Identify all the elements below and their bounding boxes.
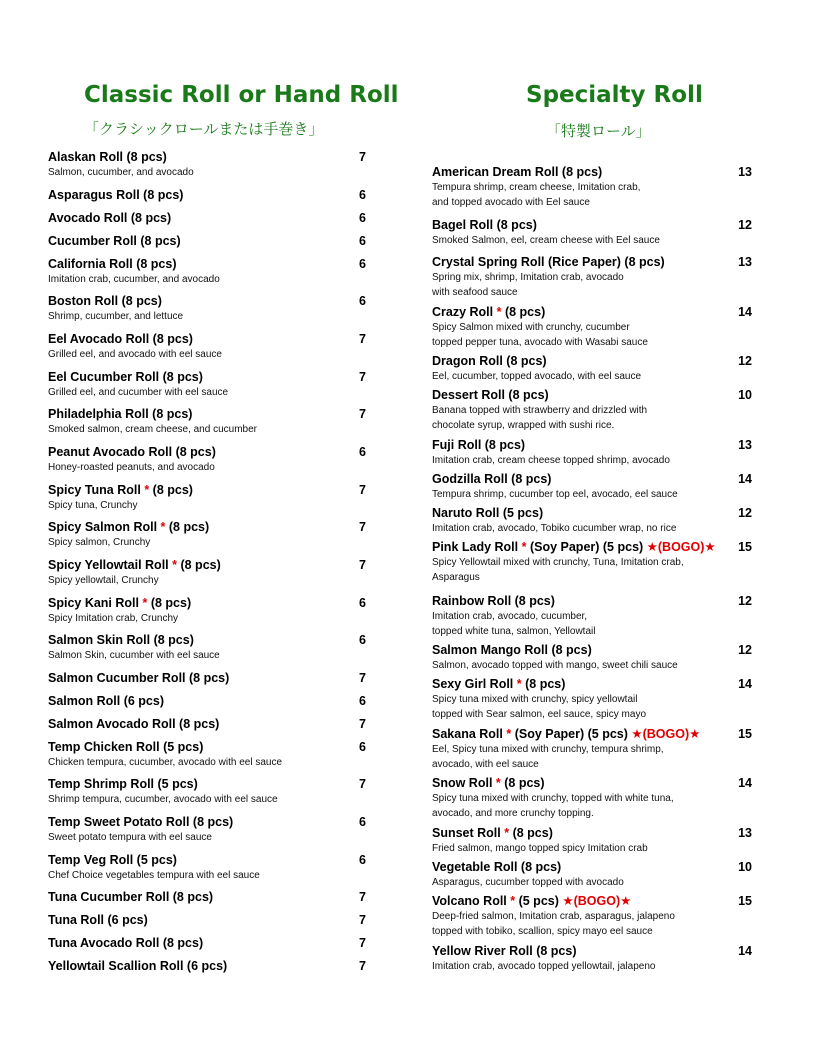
- menu-item: [432, 594, 754, 639]
- menu-item-name: [432, 540, 754, 555]
- menu-item-label: Tuna Roll (6 pcs): [48, 913, 148, 927]
- spicy-asterisk: *: [142, 596, 148, 610]
- menu-item-label: Fuji Roll (8 pcs): [432, 438, 526, 452]
- menu-item-name: [48, 188, 370, 203]
- menu-item-description: Spicy yellowtail, Crunchy: [48, 575, 159, 586]
- classic-roll-subtitle: 「クラシックロールまたは手巻き」: [84, 120, 324, 138]
- menu-item-name: [432, 944, 754, 959]
- menu-item-name: [48, 211, 370, 226]
- menu-item-name: [432, 826, 754, 841]
- menu-item-price: 6: [359, 740, 366, 754]
- menu-item-price: 15: [738, 727, 752, 741]
- menu-item-price: 13: [738, 255, 752, 269]
- menu-item: [432, 472, 754, 502]
- menu-item-name: [432, 255, 754, 270]
- menu-item-label: Alaskan Roll (8 pcs): [48, 150, 167, 164]
- menu-item-price: 6: [359, 445, 366, 459]
- menu-item-price: 6: [359, 294, 366, 308]
- menu-item-label: Rainbow Roll (8 pcs): [432, 594, 555, 608]
- menu-item: [48, 407, 370, 437]
- specialty-roll-subtitle: 「特製ロール」: [546, 122, 651, 140]
- menu-item-description: Spicy tuna, Crunchy: [48, 500, 138, 511]
- menu-item-label-suffix: (8 pcs): [509, 826, 553, 840]
- menu-item-name: [48, 671, 370, 686]
- spicy-asterisk: *: [495, 776, 501, 790]
- menu-item-description: avocado, with eel sauce: [432, 759, 539, 770]
- menu-item-description: Spicy salmon, Crunchy: [48, 537, 151, 548]
- bogo-badge: ★(BOGO)★: [562, 894, 632, 908]
- menu-item-description: Shrimp, cucumber, and lettuce: [48, 311, 184, 322]
- menu-item: [48, 671, 370, 686]
- menu-item-label: Salmon Avocado Roll (8 pcs): [48, 717, 220, 731]
- menu-item-label-suffix: (Soy Paper) (5 pcs): [526, 540, 647, 554]
- menu-item-label: Tuna Avocado Roll (8 pcs): [48, 936, 204, 950]
- menu-item-label: Avocado Roll (8 pcs): [48, 211, 172, 225]
- menu-item-label: Dragon Roll (8 pcs): [432, 354, 547, 368]
- menu-item-name: [48, 294, 370, 309]
- menu-item-name: [48, 717, 370, 732]
- menu-item-description: Fried salmon, mango topped spicy Imitation crab: [432, 843, 648, 854]
- menu-item-name: [432, 438, 754, 453]
- bogo-badge: ★(BOGO)★: [631, 727, 701, 741]
- menu-item-name: [432, 354, 754, 369]
- menu-item-label: Pink Lady Roll: [432, 540, 522, 554]
- menu-item-price: 12: [738, 643, 752, 657]
- menu-item-name: [432, 677, 754, 692]
- menu-item-name: [48, 694, 370, 709]
- menu-item-label: Salmon Mango Roll (8 pcs): [432, 643, 592, 657]
- spicy-asterisk: *: [496, 305, 502, 319]
- menu-item-label: Naruto Roll (5 pcs): [432, 506, 544, 520]
- menu-item: [48, 150, 370, 180]
- menu-item-description: Spicy Salmon mixed with crunchy, cucumber: [432, 322, 630, 333]
- menu-item-price: 7: [359, 890, 366, 904]
- menu-item-name: [48, 407, 370, 422]
- menu-item-description: Spicy Yellowtail mixed with crunchy, Tuna, Imitation crab,: [432, 557, 684, 568]
- menu-item: [48, 740, 370, 770]
- menu-item-price: 10: [738, 388, 752, 402]
- menu-item-description: Imitation crab, cucumber, and avocado: [48, 274, 220, 285]
- menu-item-label: Yellow River Roll (8 pcs): [432, 944, 577, 958]
- menu-item-label: Godzilla Roll (8 pcs): [432, 472, 552, 486]
- menu-item-name: [48, 936, 370, 951]
- menu-item: [432, 305, 754, 350]
- menu-item-label: Volcano Roll: [432, 894, 511, 908]
- menu-item-label: Eel Cucumber Roll (8 pcs): [48, 370, 203, 384]
- menu-item-price: 7: [359, 558, 366, 572]
- menu-item-price: 13: [738, 438, 752, 452]
- menu-item: [48, 520, 370, 550]
- menu-item-description: Salmon, cucumber, and avocado: [48, 167, 194, 178]
- menu-item-label: Salmon Skin Roll (8 pcs): [48, 633, 194, 647]
- menu-item-name: [48, 890, 370, 905]
- menu-item-description: Spicy Imitation crab, Crunchy: [48, 613, 179, 624]
- menu-item-description: Eel, cucumber, topped avocado, with eel sauce: [432, 371, 642, 382]
- menu-item-description: Eel, Spicy tuna mixed with crunchy, tempura shrimp,: [432, 744, 664, 755]
- menu-item-description: Chicken tempura, cucumber, avocado with eel sauce: [48, 757, 283, 768]
- menu-item-name: [432, 506, 754, 521]
- menu-item-description: Honey-roasted peanuts, and avocado: [48, 462, 215, 473]
- menu-item-description: Salmon Skin, cucumber with eel sauce: [48, 650, 220, 661]
- menu-item-description: Banana topped with strawberry and drizzled with: [432, 405, 648, 416]
- menu-item-label: Peanut Avocado Roll (8 pcs): [48, 445, 216, 459]
- menu-item-price: 14: [738, 305, 752, 319]
- menu-item-description: Grilled eel, and avocado with eel sauce: [48, 349, 222, 360]
- menu-item: [432, 860, 754, 890]
- menu-item: [432, 438, 754, 468]
- menu-item-name: [48, 959, 370, 974]
- menu-item: [48, 257, 370, 287]
- menu-item-name: [48, 332, 370, 347]
- menu-item: [48, 483, 370, 513]
- menu-item-label: Crystal Spring Roll (Rice Paper) (8 pcs): [432, 255, 665, 269]
- menu-item-label: Salmon Cucumber Roll (8 pcs): [48, 671, 230, 685]
- menu-item-label: Temp Veg Roll (5 pcs): [48, 853, 177, 867]
- spicy-asterisk: *: [516, 677, 522, 691]
- menu-item: [48, 777, 370, 807]
- menu-item-price: 6: [359, 596, 366, 610]
- menu-item-label: Snow Roll: [432, 776, 496, 790]
- menu-item-price: 14: [738, 677, 752, 691]
- menu-item-name: [432, 860, 754, 875]
- menu-item: [48, 188, 370, 203]
- menu-item-name: [48, 370, 370, 385]
- menu-item: [48, 558, 370, 588]
- menu-item-label: Boston Roll (8 pcs): [48, 294, 162, 308]
- menu-item-name: [432, 894, 754, 909]
- menu-item-price: 6: [359, 853, 366, 867]
- menu-item-description: Spring mix, shrimp, Imitation crab, avocado: [432, 272, 624, 283]
- menu-item-label: Temp Shrimp Roll (5 pcs): [48, 777, 198, 791]
- bogo-badge: ★(BOGO)★: [646, 540, 716, 554]
- menu-item-label: Spicy Yellowtail Roll: [48, 558, 173, 572]
- menu-item-price: 7: [359, 332, 366, 346]
- menu-item-price: 12: [738, 354, 752, 368]
- menu-item-label-suffix: (8 pcs): [500, 776, 545, 790]
- menu-item-label-suffix: (8 pcs): [521, 677, 566, 691]
- menu-item: [48, 815, 370, 845]
- menu-item-price: 6: [359, 188, 366, 202]
- menu-item-description: with seafood sauce: [432, 287, 518, 298]
- menu-item-name: [48, 520, 370, 535]
- menu-item-name: [48, 483, 370, 498]
- menu-item-price: 7: [359, 520, 366, 534]
- menu-item-price: 6: [359, 633, 366, 647]
- menu-item-description: Imitation crab, avocado, cucumber,: [432, 611, 588, 622]
- menu-item-label-suffix: (8 pcs): [501, 305, 546, 319]
- menu-item: [432, 677, 754, 722]
- menu-item: [48, 694, 370, 709]
- menu-item-description: Spicy tuna mixed with crunchy, topped with white tuna,: [432, 793, 674, 804]
- menu-item: [432, 540, 754, 585]
- menu-item-description: avocado, and more crunchy topping.: [432, 808, 594, 819]
- menu-item-name: [432, 305, 754, 320]
- menu-item-name: [432, 218, 754, 233]
- menu-item: [48, 234, 370, 249]
- menu-item-price: 12: [738, 506, 752, 520]
- spicy-asterisk: *: [160, 520, 166, 534]
- menu-item-name: [432, 776, 754, 791]
- menu-item: [432, 944, 754, 974]
- menu-item: [48, 445, 370, 475]
- menu-item-name: [48, 257, 370, 272]
- menu-item-name: [48, 815, 370, 830]
- menu-item-description: Chef Choice vegetables tempura with eel sauce: [48, 870, 260, 881]
- menu-item-description: Imitation crab, cream cheese topped shrimp, avocado: [432, 455, 670, 466]
- menu-item-description: Deep-fried salmon, Imitation crab, asparagus, jalapeno: [432, 911, 675, 922]
- menu-item-label: Sakana Roll: [432, 727, 507, 741]
- menu-item: [48, 596, 370, 626]
- menu-item: [432, 643, 754, 673]
- spicy-asterisk: *: [506, 727, 512, 741]
- menu-item-description: Grilled eel, and cucumber with eel sauce: [48, 387, 229, 398]
- menu-item-name: [48, 445, 370, 460]
- menu-item-description: Smoked Salmon, eel, cream cheese with Eel sauce: [432, 235, 660, 246]
- menu-item-description: Smoked salmon, cream cheese, and cucumber: [48, 424, 257, 435]
- menu-item-label: Sexy Girl Roll: [432, 677, 517, 691]
- menu-item-price: 15: [738, 894, 752, 908]
- menu-item-price: 13: [738, 165, 752, 179]
- menu-item: [432, 894, 754, 939]
- menu-item-price: 14: [738, 472, 752, 486]
- menu-item: [48, 211, 370, 226]
- menu-item-name: [432, 165, 754, 180]
- menu-item-label: Bagel Roll (8 pcs): [432, 218, 537, 232]
- menu-item-label: Spicy Kani Roll: [48, 596, 143, 610]
- menu-item-price: 7: [359, 483, 366, 497]
- menu-item-name: [48, 596, 370, 611]
- menu-item-description: Shrimp tempura, cucumber, avocado with eel sauce: [48, 794, 278, 805]
- menu-item-name: [432, 472, 754, 487]
- menu-item-price: 13: [738, 826, 752, 840]
- menu-item: [432, 218, 754, 248]
- menu-item-label: Yellowtail Scallion Roll (6 pcs): [48, 959, 228, 973]
- menu-item-label-suffix: (8 pcs): [177, 558, 221, 572]
- menu-item-description: topped with Sear salmon, eel sauce, spicy mayo: [432, 709, 646, 720]
- menu-item-label-suffix: (8 pcs): [149, 483, 193, 497]
- spicy-asterisk: *: [510, 894, 516, 908]
- menu-item-label: Spicy Salmon Roll: [48, 520, 161, 534]
- menu-item: [48, 890, 370, 905]
- menu-item-name: [432, 388, 754, 403]
- menu-item-name: [432, 594, 754, 609]
- menu-item-price: 12: [738, 218, 752, 232]
- menu-item-name: [48, 558, 370, 573]
- spicy-asterisk: *: [144, 483, 150, 497]
- menu-item-description: Asparagus, cucumber topped with avocado: [432, 877, 624, 888]
- menu-item-label: Salmon Roll (6 pcs): [48, 694, 164, 708]
- menu-item: [48, 717, 370, 732]
- menu-item-name: [48, 150, 370, 165]
- menu-item-price: 7: [359, 671, 366, 685]
- menu-item-name: [432, 727, 754, 742]
- menu-item-label: California Roll (8 pcs): [48, 257, 177, 271]
- menu-item-label: Asparagus Roll (8 pcs): [48, 188, 184, 202]
- menu-item: [432, 354, 754, 384]
- menu-item-name: [48, 234, 370, 249]
- menu-item-label: Temp Chicken Roll (5 pcs): [48, 740, 204, 754]
- menu-item: [48, 294, 370, 324]
- menu-item: [432, 506, 754, 536]
- menu-item-description: Sweet potato tempura with eel sauce: [48, 832, 212, 843]
- menu-item-price: 15: [738, 540, 752, 554]
- spicy-asterisk: *: [521, 540, 527, 554]
- menu-item-price: 7: [359, 150, 366, 164]
- menu-item: [48, 633, 370, 663]
- menu-item-description: Tempura shrimp, cucumber top eel, avocado, eel sauce: [432, 489, 678, 500]
- menu-item-label: Tuna Cucumber Roll (8 pcs): [48, 890, 214, 904]
- menu-item: [432, 776, 754, 821]
- menu-item-description: topped with tobiko, scallion, spicy mayo eel sauce: [432, 926, 653, 937]
- menu-item: [48, 370, 370, 400]
- menu-item-label: Eel Avocado Roll (8 pcs): [48, 332, 193, 346]
- menu-item-description: Imitation crab, avocado topped yellowtail, jalapeno: [432, 961, 656, 972]
- spicy-asterisk: *: [172, 558, 177, 572]
- menu-item-name: [48, 777, 370, 792]
- menu-item-label-suffix: (8 pcs): [147, 596, 192, 610]
- menu-item-label: Philadelphia Roll (8 pcs): [48, 407, 193, 421]
- menu-item: [48, 332, 370, 362]
- menu-item: [432, 255, 754, 300]
- menu-item-price: 6: [359, 815, 366, 829]
- menu-item-description: and topped avocado with Eel sauce: [432, 197, 590, 208]
- menu-item-description: Tempura shrimp, cream cheese, Imitation crab,: [432, 182, 641, 193]
- menu-item-description: Spicy tuna mixed with crunchy, spicy yellowtail: [432, 694, 638, 705]
- menu-item-label-suffix: (5 pcs): [515, 894, 563, 908]
- menu-item-price: 7: [359, 936, 366, 950]
- menu-item: [48, 936, 370, 951]
- menu-item-price: 6: [359, 211, 366, 225]
- specialty-roll-title: Specialty Roll: [526, 82, 703, 108]
- menu-item-description: Salmon, avocado topped with mango, sweet chili sauce: [432, 660, 678, 671]
- menu-item-price: 12: [738, 594, 752, 608]
- menu-item: [432, 388, 754, 433]
- menu-item-price: 7: [359, 959, 366, 973]
- menu-item-price: 7: [359, 777, 366, 791]
- menu-item-description: Asparagus: [432, 572, 480, 583]
- menu-item-label: Sunset Roll: [432, 826, 505, 840]
- menu-item-price: 6: [359, 257, 366, 271]
- menu-item-name: [48, 740, 370, 755]
- menu-item-label-suffix: (8 pcs): [165, 520, 210, 534]
- menu-item-label: Crazy Roll: [432, 305, 497, 319]
- menu-item-description: topped pepper tuna, avocado with Wasabi sauce: [432, 337, 648, 348]
- menu-item-label: American Dream Roll (8 pcs): [432, 165, 603, 179]
- menu-item: [432, 727, 754, 772]
- menu-item-price: 7: [359, 370, 366, 384]
- menu-item-price: 7: [359, 717, 366, 731]
- menu-item-price: 6: [359, 694, 366, 708]
- spicy-asterisk: *: [504, 826, 510, 840]
- menu-item: [48, 959, 370, 974]
- menu-item-price: 14: [738, 944, 752, 958]
- menu-item-label: Dessert Roll (8 pcs): [432, 388, 549, 402]
- menu-item-label-suffix: (Soy Paper) (5 pcs): [511, 727, 632, 741]
- menu-item: [432, 826, 754, 856]
- classic-roll-title: Classic Roll or Hand Roll: [84, 82, 399, 108]
- menu-item-price: 7: [359, 407, 366, 421]
- menu-item-price: 6: [359, 234, 366, 248]
- menu-item-label: Vegetable Roll (8 pcs): [432, 860, 562, 874]
- menu-item-label: Spicy Tuna Roll: [48, 483, 145, 497]
- menu-item-label: Cucumber Roll (8 pcs): [48, 234, 181, 248]
- menu-item-description: chocolate syrup, wrapped with sushi rice.: [432, 420, 615, 431]
- menu-item-price: 7: [359, 913, 366, 927]
- menu-item-name: [48, 913, 370, 928]
- menu-item-name: [432, 643, 754, 658]
- menu-item-name: [48, 853, 370, 868]
- menu-item-price: 14: [738, 776, 752, 790]
- menu-item-price: 10: [738, 860, 752, 874]
- menu-item-description: topped white tuna, salmon, Yellowtail: [432, 626, 596, 637]
- menu-item-name: [48, 633, 370, 648]
- menu-item-label: Temp Sweet Potato Roll (8 pcs): [48, 815, 234, 829]
- menu-item-description: Imitation crab, avocado, Tobiko cucumber wrap, no rice: [432, 523, 677, 534]
- menu-item: [48, 853, 370, 883]
- menu-item: [432, 165, 754, 210]
- menu-item: [48, 913, 370, 928]
